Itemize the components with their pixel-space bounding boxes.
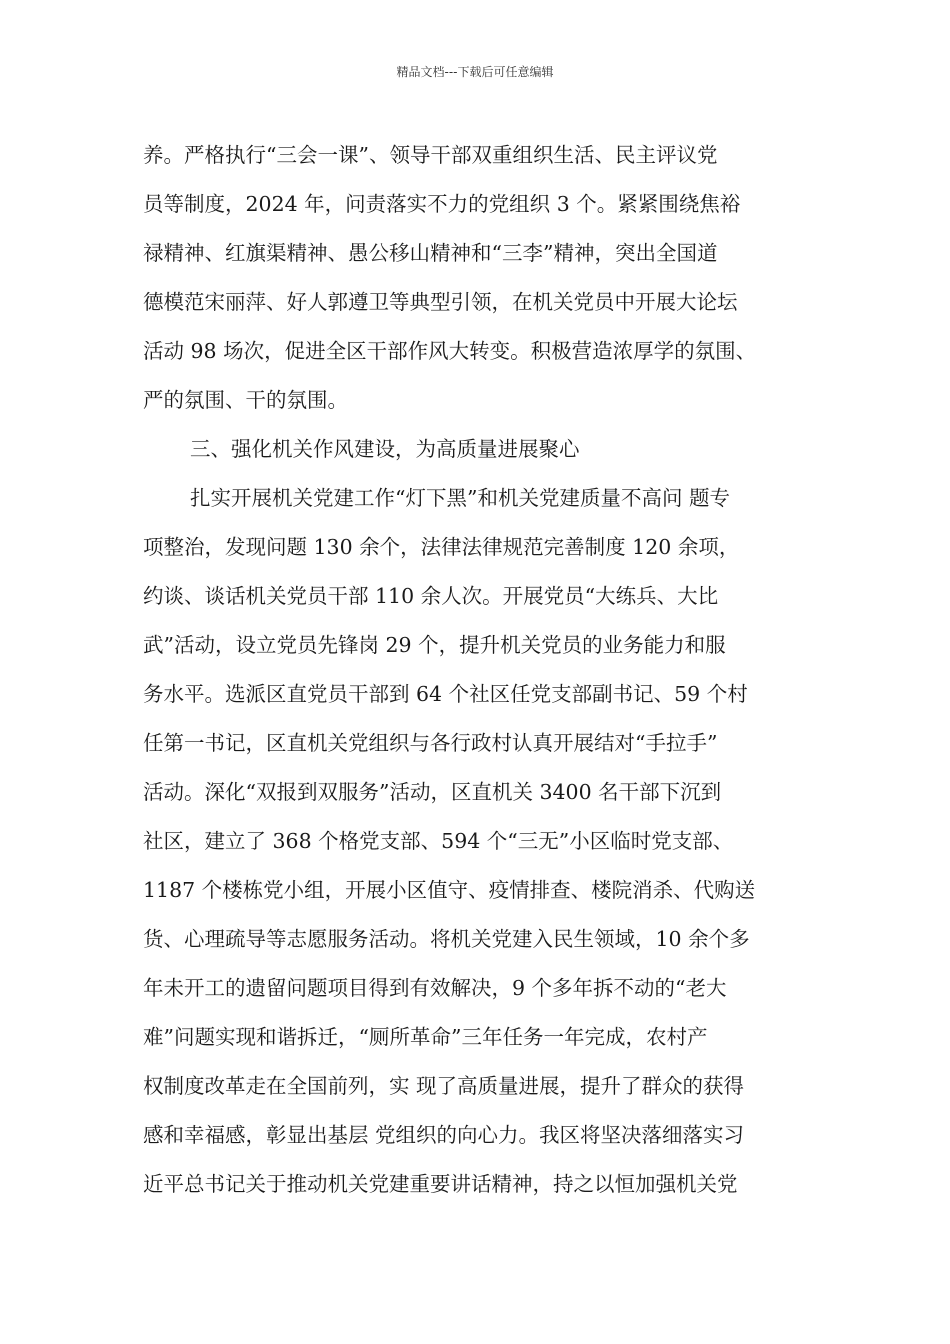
text-line: 任第一书记，区直机关党组织与各行政村认真开展结对“手拉手” [143, 731, 718, 755]
text-line: 项整治，发现问题 130 余个，法律法律规范完善制度 120 余项， [143, 535, 740, 559]
text-line: 扎实开展机关党建工作“灯下黑”和机关党建质量不高问 题专 [190, 486, 730, 510]
text-line: 权制度改革走在全国前列，实 现了高质量进展，提升了群众的获得 [143, 1074, 745, 1098]
text-line: 1187 个楼栋党小组，开展小区值守、疫情排查、楼院消杀、代购送 [143, 878, 756, 902]
text-line: 感和幸福感，彰显出基层 党组织的向心力。我区将坚决落细落实习 [143, 1123, 745, 1147]
page-header: 精品文档---下载后可任意编辑 [396, 65, 554, 79]
text-line: 年未开工的遗留问题项目得到有效解决，9 个多年拆不动的“老大 [143, 976, 727, 1000]
text-line: 社区，建立了 368 个格党支部、594 个“三无”小区临时党支部、 [143, 829, 734, 853]
text-line: 德模范宋丽萍、好人郭遵卫等典型引领，在机关党员中开展大论坛 [143, 290, 738, 314]
text-line: 货、心理疏导等志愿服务活动。将机关党建入民生领域，10 余个多 [143, 927, 750, 951]
text-line: 员等制度，2024 年，问责落实不力的党组织 3 个。紧紧围绕焦裕 [143, 192, 741, 216]
text-line: 武”活动，设立党员先锋岗 29 个，提升机关党员的业务能力和服 [143, 633, 726, 657]
text-line: 约谈、谈话机关党员干部 110 余人次。开展党员“大练兵、大比 [143, 584, 719, 608]
section-heading: 三、强化机关作风建设，为高质量进展聚心 [190, 437, 580, 461]
text-line: 近平总书记关于推动机关党建重要讲话精神，持之以恒加强机关党 [143, 1172, 738, 1196]
text-line: 禄精神、红旗渠精神、愚公移山精神和“三李”精神，突出全国道 [143, 241, 718, 265]
text-line: 严的氛围、干的氛围。 [143, 388, 348, 412]
text-line: 养。严格执行“三会一课”、领导干部双重组织生活、民主评议党 [143, 143, 718, 167]
text-line: 活动。深化“双报到双服务”活动，区直机关 3400 名干部下沉到 [143, 780, 722, 804]
text-line: 难”问题实现和谐拆迁，“厕所革命”三年任务一年完成，农村产 [143, 1025, 708, 1049]
document-body [143, 131, 823, 1209]
text-line: 活动 98 场次，促进全区干部作风大转变。积极营造浓厚学的氛围、 [143, 339, 757, 363]
text-line: 务水平。选派区直党员干部到 64 个社区任党支部副书记、59 个村 [143, 682, 748, 706]
